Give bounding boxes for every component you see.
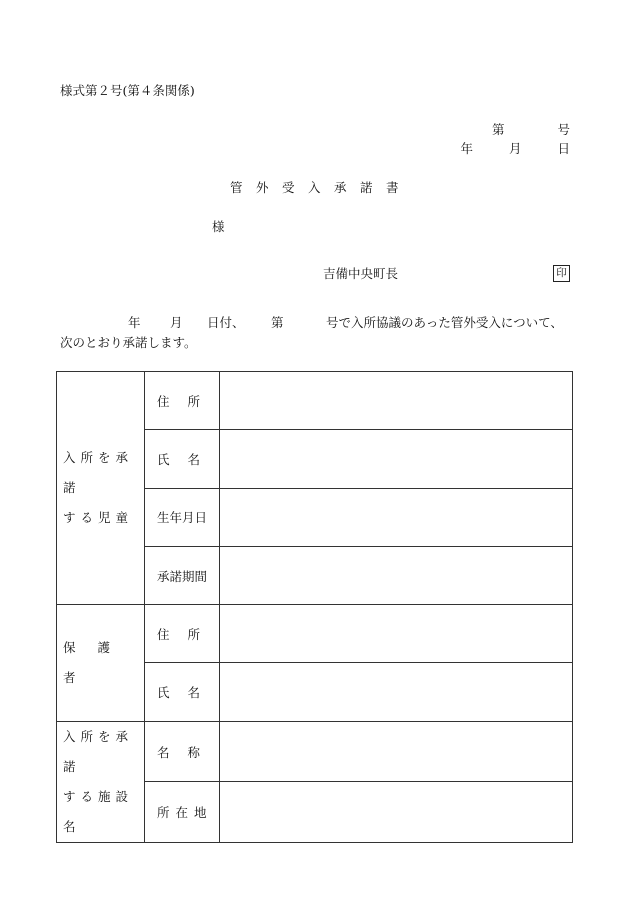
doc-number-suffix: 号 <box>557 122 570 137</box>
document-title: 管外受入承諾書 <box>230 180 413 195</box>
body-text: 号で入所協議のあった管外受入について、 <box>326 315 563 330</box>
child-birthdate-field[interactable] <box>220 488 573 546</box>
guardian-address-label: 住所 <box>145 605 220 663</box>
facility-name-field[interactable] <box>220 721 573 782</box>
date-year: 年 <box>460 141 473 156</box>
guardian-group-label: 保護者 <box>57 605 145 722</box>
body-text-line-1 <box>60 317 572 331</box>
guardian-name-label: 氏名 <box>145 663 220 721</box>
form-number-label: 様式第２号(第４条関係) <box>60 83 195 98</box>
body-day-dated: 日付、 <box>207 315 245 330</box>
child-name-field[interactable] <box>220 430 573 488</box>
guardian-name-field[interactable] <box>220 663 573 721</box>
table-row <box>57 721 573 782</box>
facility-location-field[interactable] <box>220 782 573 843</box>
seal-mark: 印 <box>553 265 570 282</box>
body-year: 年 <box>128 315 141 330</box>
document-number <box>492 124 570 137</box>
table-row <box>57 605 573 663</box>
date-day: 日 <box>557 141 570 156</box>
child-period-label: 承諾期間 <box>145 546 220 604</box>
body-number-prefix: 第 <box>271 315 284 330</box>
body-text-line-2: 次のとおり承諾します。 <box>60 335 197 350</box>
date-month: 月 <box>508 141 522 156</box>
child-name-label: 氏名 <box>145 430 220 488</box>
child-period-field[interactable] <box>220 546 573 604</box>
issuer-name: 吉備中央町長 <box>323 266 399 281</box>
approval-form-table <box>56 371 573 843</box>
doc-number-prefix: 第 <box>491 122 505 137</box>
child-address-field[interactable] <box>220 372 573 430</box>
body-month: 月 <box>170 315 183 330</box>
child-birthdate-label: 生年月日 <box>145 488 220 546</box>
child-group-label: 入所を承諾 する児童 <box>57 372 145 605</box>
addressee-suffix: 様 <box>212 219 225 234</box>
facility-group-label: 入所を承諾 する施設名 <box>57 721 145 842</box>
issue-date <box>460 143 570 156</box>
facility-location-label: 所在地 <box>145 782 220 843</box>
facility-name-label: 名称 <box>145 721 220 782</box>
table-row <box>57 372 573 430</box>
guardian-address-field[interactable] <box>220 605 573 663</box>
child-address-label: 住所 <box>145 372 220 430</box>
